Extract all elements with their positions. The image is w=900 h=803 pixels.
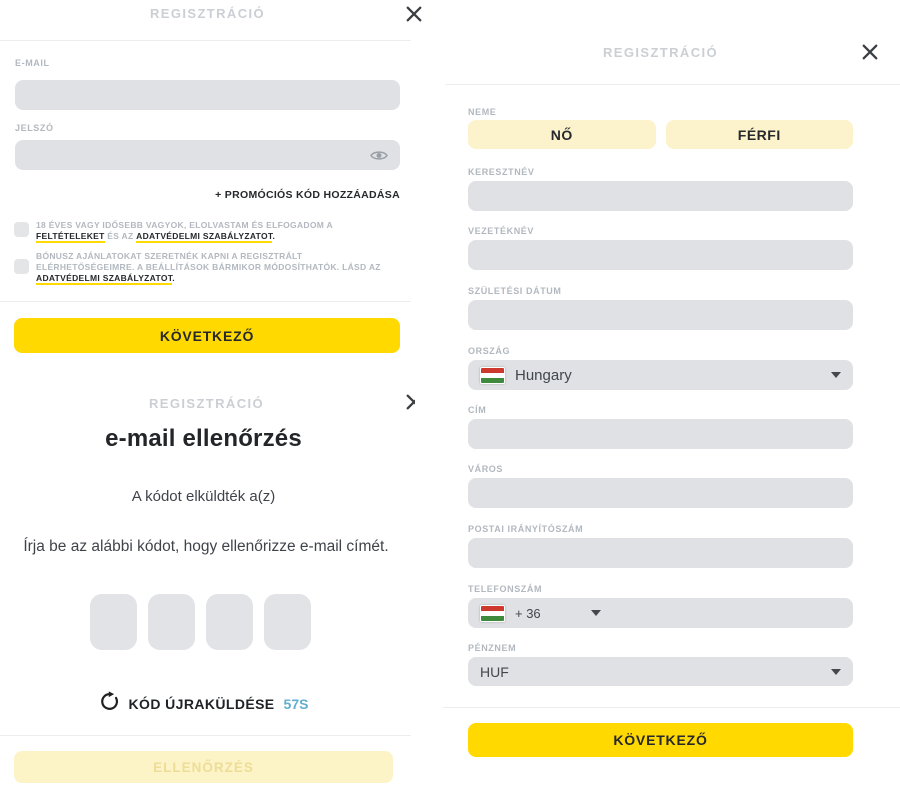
code-digit-input[interactable] bbox=[90, 594, 137, 650]
email-label: E-MAIL bbox=[15, 58, 50, 68]
bonus-suffix: . bbox=[172, 273, 175, 283]
divider bbox=[443, 707, 900, 708]
code-sent-text: A kódot elküldték a(z) bbox=[131, 488, 276, 505]
city-label: VÁROS bbox=[468, 464, 504, 474]
postal-code-label: POSTAI IRÁNYÍTÓSZÁM bbox=[468, 524, 584, 534]
terms-suffix: . bbox=[272, 231, 276, 241]
last-name-label: VEZETÉKNÉV bbox=[468, 226, 535, 236]
currency-value: HUF bbox=[480, 663, 509, 680]
gender-male-button[interactable]: FÉRFI bbox=[666, 120, 854, 149]
bonus-privacy-link[interactable]: ADATVÉDELMI SZABÁLYZATOT bbox=[36, 273, 173, 283]
next-button[interactable]: KÖVETKEZŐ bbox=[468, 723, 853, 757]
birth-date-label: SZÜLETÉSI DÁTUM bbox=[468, 286, 562, 296]
password-field-wrap bbox=[15, 140, 400, 170]
signup-title: REGISZTRÁCIÓ bbox=[149, 6, 266, 21]
terms-checkbox-row bbox=[14, 220, 404, 242]
last-name-field[interactable] bbox=[468, 240, 853, 270]
bonus-text bbox=[36, 251, 402, 284]
terms-text bbox=[36, 220, 402, 242]
terms-link[interactable]: FELTÉTELEKET bbox=[36, 231, 105, 241]
email-field[interactable] bbox=[15, 80, 400, 110]
divider bbox=[0, 301, 411, 302]
bonus-prefix: BÓNUSZ AJÁNLATOKAT SZERETNÉK KAPNI A REGISZTRÁLT ELÉRHETŐSÉGEIMRE. A BEÁLLÍTÁSOK BÁRMIKOR MÓDOSÍTHATÓK. LÁSD AZ bbox=[36, 251, 381, 272]
currency-select[interactable] bbox=[468, 657, 853, 686]
terms-middle: ÉS AZ bbox=[104, 231, 137, 241]
close-icon[interactable] bbox=[406, 394, 415, 410]
currency-label: PÉNZNEM bbox=[468, 643, 517, 653]
divider bbox=[445, 84, 900, 85]
code-digit-input[interactable] bbox=[206, 594, 253, 650]
code-digit-input[interactable] bbox=[264, 594, 311, 650]
refresh-icon bbox=[99, 691, 120, 717]
country-label: ORSZÁG bbox=[468, 346, 511, 356]
phone-label: TELEFONSZÁM bbox=[468, 584, 543, 594]
close-icon[interactable] bbox=[406, 6, 422, 22]
gender-female-button[interactable]: NŐ bbox=[468, 120, 656, 149]
close-icon[interactable] bbox=[862, 44, 878, 60]
promo-code-link[interactable]: + PROMÓCIÓS KÓD HOZZÁADÁSA bbox=[215, 189, 400, 201]
details-title: REGISZTRÁCIÓ bbox=[602, 45, 719, 60]
password-field[interactable] bbox=[15, 140, 400, 170]
verify-button[interactable]: ELLENŐRZÉS bbox=[14, 751, 393, 783]
birth-date-field[interactable] bbox=[468, 300, 853, 330]
country-value: Hungary bbox=[515, 366, 572, 384]
resend-timer: 57S bbox=[283, 696, 309, 712]
verify-title: REGISZTRÁCIÓ bbox=[148, 396, 265, 411]
email-verify-panel bbox=[0, 385, 425, 803]
divider bbox=[0, 40, 411, 41]
phone-field[interactable] bbox=[468, 598, 853, 628]
address-label: CÍM bbox=[468, 405, 487, 415]
bonus-checkbox-row bbox=[14, 251, 404, 284]
next-button[interactable]: KÖVETKEZŐ bbox=[14, 318, 400, 353]
first-name-label: KERESZTNÉV bbox=[468, 167, 535, 177]
terms-checkbox[interactable] bbox=[14, 222, 29, 237]
show-password-eye-icon[interactable] bbox=[370, 149, 388, 167]
verify-instruction: Írja be az alábbi kódot, hogy ellenőrizze e-mail címét. bbox=[23, 538, 389, 555]
chevron-down-icon bbox=[591, 610, 601, 616]
postal-code-field[interactable] bbox=[468, 538, 853, 568]
resend-code-button[interactable] bbox=[0, 691, 407, 717]
first-name-field[interactable] bbox=[468, 181, 853, 211]
country-select[interactable] bbox=[468, 360, 853, 390]
terms-prefix: 18 ÉVES VAGY IDŐSEBB VAGYOK, ELOLVASTAM ÉS ELFOGADOM A bbox=[36, 220, 333, 230]
hungary-flag-icon bbox=[480, 605, 505, 622]
signup-panel bbox=[0, 0, 425, 370]
details-panel bbox=[443, 30, 900, 803]
gender-label: NEME bbox=[468, 107, 497, 117]
divider bbox=[0, 735, 411, 736]
chevron-down-icon bbox=[831, 669, 841, 675]
resend-label: KÓD ÚJRAKÜLDÉSE bbox=[128, 696, 275, 712]
gender-button-row bbox=[468, 120, 853, 149]
bonus-checkbox[interactable] bbox=[14, 259, 29, 274]
verify-heading: e-mail ellenőrzés bbox=[105, 425, 302, 452]
hungary-flag-icon bbox=[480, 367, 505, 384]
phone-code-value: + 36 bbox=[515, 605, 541, 621]
address-field[interactable] bbox=[468, 419, 853, 449]
privacy-link[interactable]: ADATVÉDELMI SZABÁLYZATOT bbox=[136, 231, 273, 241]
code-digit-input[interactable] bbox=[148, 594, 195, 650]
password-label: JELSZÓ bbox=[15, 123, 54, 133]
code-input-row bbox=[0, 594, 400, 650]
city-field[interactable] bbox=[468, 478, 853, 508]
chevron-down-icon bbox=[831, 372, 841, 378]
